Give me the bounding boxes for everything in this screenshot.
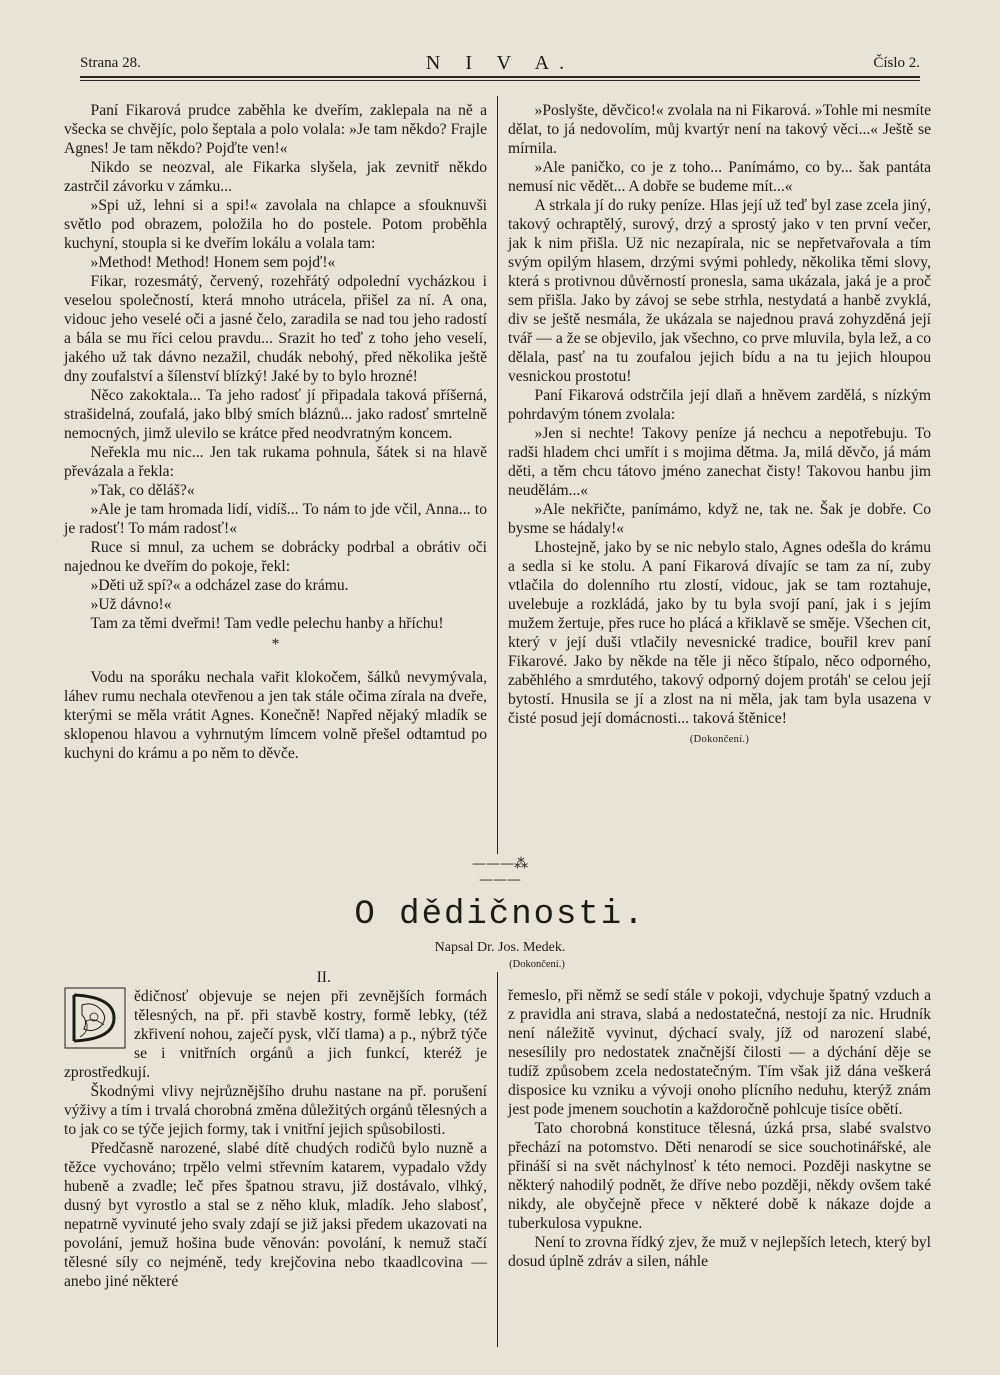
header-rule-thin: [80, 80, 920, 81]
paragraph: »Děti už spí?« a odcházel zase do krámu.: [90, 577, 349, 594]
paragraph: Vodu na sporáku nechala vařit klokočem, šálků nevymývala, láhev rumu nechala otevřenou a jen tak stále očima zírala na dveře, kterými se měla vrátit Agnes. Konečně! Napřed nějaký mladík se sklopenou hlavou a vyhrnutým límcem volně přešel odtamtud po kuchyni do krámu a po něm to děvče.: [64, 669, 487, 762]
section-number: II.: [316, 969, 331, 986]
paragraph: ědičnosť objevuje se nejen při zevnějších formách tělesných, na př. při stavbě kostry, formě lebky, (též zkřivení nohou, zaječí pysk, vlčí tlama) a p., nýbrž týče se i vnitřních orgánů a jich funkcí, kteréž je zprostředkují.: [64, 988, 487, 1081]
story-right-column: [508, 101, 931, 749]
paragraph: A strkala jí do ruky peníze. Hlas její už teď byl zase zcela jiný, takový ochraptělý, surový, drzý a sprostý jako v ten první večer, jak k nim přišla. Už nic nezapírala, nic se nepřetvařovala a tím svým opilým hlasem, drzými svými pohledy, několika těmi slovy, která s protivnou důvěrností pronesla, sama ukázala, jaká je a proč sem přišla. Jako by závoj se sebe strhla, nestydatá a hanbě zvyklá, div se ještě nesmála, že ukázala se najednou pravá zohyzděná její tvář — a že se objevilo, jak všechno, co prve mluvila, byla lež, a co dělala, pasť na tu zoufalou jejich bídu a na tu jejich hloupou vesnickou prostotu!: [508, 197, 931, 385]
scene-separator: *: [271, 636, 280, 653]
paragraph: Fikar, rozesmátý, červený, rozehřátý odpolední vycházkou i veselou společností, která mnoho utrácela, přišel za ní. A ona, vidouc jeho veselé oči a jasné čelo, zaradila se nad tou jeho radostí a bála se mu říci celou pravdu... Srazit ho teď z toho jeho veselí, jakého už tak dávno nezažil, chudák nebohý, před několika ještě dny zoufalství a šílenství blízký! Jaké by to bylo hrozné!: [64, 273, 487, 385]
paragraph: »Jen si nechte! Takovy peníze já nechcu a nepotřebuju. To radši hladem chci umřít i s mojima dětma. Ja, milá děvčo, já mám děti, a těm chcu tátovo jméno zanechat čisty! Takovou hanbu jim neudělám...«: [508, 425, 931, 499]
paragraph: »Ale paničko, co je z toho... Panímámo, co by... šak pantáta nemusí nic vědět... A dobře se budeme mít...«: [508, 159, 931, 195]
paragraph: Paní Fikarová odstrčila její dlaň a hněvem zardělá, s nízkým pohrdavým tónem zvolala:: [508, 387, 931, 423]
journal-title: N I V A.: [425, 52, 575, 74]
paragraph: »Spi už, lehni si a spi!« zavolala na chlapce a sfouknuvši světlo pod obrazem, položila ho do postele. Potom proběhla kuchyní, stoupla si ke dveřím lokálu a volala tam:: [64, 197, 487, 252]
paragraph: »Ale nekřičte, panímámo, když ne, tak ne. Šak je dobře. Co bysme se hádaly!«: [508, 501, 931, 537]
paragraph: »Už dávno!«: [90, 596, 172, 613]
issue-number: Číslo 2.: [873, 55, 920, 71]
paragraph: Škodnými vlivy nejrůznějšího druhu nastane na př. porušení výživy a tím i trvalá chorobná změna důležitých orgánů tělesných a to jak co se týče jejich formy, tak i vnitřní jejich spůsobilosti.: [64, 1083, 487, 1138]
paragraph: Ruce si mnul, za uchem se dobrácky podrbal a obrátiv oči najednou ke dveřím do pokoje, řekl:: [64, 539, 487, 575]
dropcap-ornament-icon: [64, 987, 126, 1049]
paragraph: Paní Fikarová prudce zaběhla ke dveřím, zaklepala na ně a všecka se chvějíc, polo šeptala a polo volala: »Je tam někdo? Frajle Agnes! Je tam někdo? Pojďte ven!«: [64, 102, 487, 157]
article-left-column: [64, 968, 487, 1291]
column-divider-bottom: [497, 972, 498, 1347]
paragraph: »Tak, co děláš?«: [90, 482, 195, 499]
article-right-column: [508, 986, 931, 1271]
paragraph: Předčasně narozené, slabé dítě chudých rodičů bylo nuzně a těžce vychováno; trpělo velmi střevním katarem, vypadalo vždy hubeně a zvadle; leč přes špatnou stravu, již dostávalo, vlhký, dusný byt vyrostlo a stal se z něho kluk, mladík. Jeho slabosť, nepatrně vyvinuté jeho svaly zdají se již jaksi předem ukazovati na povolání, jemuž hošina bude věnován: povolání, k nemuž stačí tělesné síly co nejméně, tedy krejčovina nebo tkaadlcovina — anebo jiné některé: [64, 1140, 487, 1290]
paragraph: Neřekla mu nic... Jen tak rukama pohnula, šátek si na hlavě převázala a řekla:: [64, 444, 487, 480]
paragraph: Lhostejně, jako by se nic nebylo stalo, Agnes odešla do krámu a sedla si ke stolu. A paní Fikarová dívajíc se tam za ní, zuby vtlačila do dolenního rtu zlostí, vidouc, jak se tam roztahuje, uvelebuje a rozkládá, jako by tu byla svojí paní, jak i s jejím mužem žertuje, přes ruce ho plácá a křiklavě se směje. Všechen cit, který v její duši vtlačily nevesnické tradice, bouřil krev paní Fikarové. Jako by někde na těle ji něco štípalo, něco odporného, zaběhlého a smrdutého, takový odporný dojem protáh' se celou její bytostí. Hnusila se jí a zlost na ni měla, jak tam byla usazena v čisté posud její domácnosti... taková štěnice!: [508, 539, 931, 727]
running-header: [80, 52, 920, 74]
article-author: Napsal Dr. Jos. Medek.: [434, 940, 566, 955]
story-left-column: [64, 101, 487, 763]
dropcap-initial: [64, 987, 126, 1049]
column-divider-top: [497, 96, 498, 854]
paragraph: »Method! Method! Honem sem pojď!«: [90, 254, 336, 271]
paragraph: Něco zakoktala... Ta jeho radosť jí připadala taková příšerná, strašidelná, zoufalá, jako blbý smích bláznů... jako radosť smrtelně nemocných, jimž ulevilo se krátce před neodvratným koncem.: [64, 387, 487, 442]
article-continuation-note: (Dokončení.): [509, 959, 565, 970]
continuation-note: (Dokončení.): [689, 734, 750, 745]
section-ornament: ———⁂———: [472, 856, 528, 888]
page-number: Strana 28.: [80, 55, 141, 71]
paragraph: řemeslo, při němž se sedí stále v pokoji, vdychuje špatný vzduch a z pravidla ani strava, slabá a nedostatečná, nestojí za nic. Hrudník není náležitě vyvinut, dýchací svaly, jíž od narození slabé, nesesílily pro nedostatek značnější čilosti — a dýchání děje se tudíž způsobem zcela nedostatečným. Tím však již dána veškerá disposice ku vzniku a vývoji onoho plícního neduhu, kterýž znám jest pode jmenem souchotin a každoročně pohlcuje tisíce obětí.: [508, 987, 931, 1118]
header-rule: [80, 76, 920, 78]
paragraph: »Poslyšte, děvčico!« zvolala na ni Fikarová. »Tohle mi nesmíte dělat, to já nedovolím, můj kvartýr není na takový věci...« Ještě se mírnila.: [508, 102, 931, 157]
article-title: O dědičnosti.: [354, 896, 646, 934]
paragraph: Není to zrovna řídký zjev, že muž v nejlepších letech, který byl dosud úplně zdráv a silen, náhle: [508, 1234, 931, 1270]
paragraph: Tam za těmi dveřmi! Tam vedle pelechu hanby a hříchu!: [90, 615, 444, 632]
paragraph: Tato chorobná konstituce tělesná, úzká prsa, slabé svalstvo přechází na potomstvo. Děti nenarodí se sice souchotinářské, ale přináší si na svět náchylnosť k této nemoci. Později naskytne se některý nahodilý podnět, že dříve nebo později, někdy ovšem také nikdy, ale obyčejně přece v některé době k nákaze dojde a tuberkulosa vypukne.: [508, 1120, 931, 1232]
paragraph: »Ale je tam hromada lidí, vidíš... To nám to jde včil, Anna... to je radosť! To mám radosť!«: [64, 501, 487, 537]
paragraph: Nikdo se neozval, ale Fikarka slyšela, jak zevnitř někdo zastrčil závorku v zámku...: [64, 159, 487, 195]
